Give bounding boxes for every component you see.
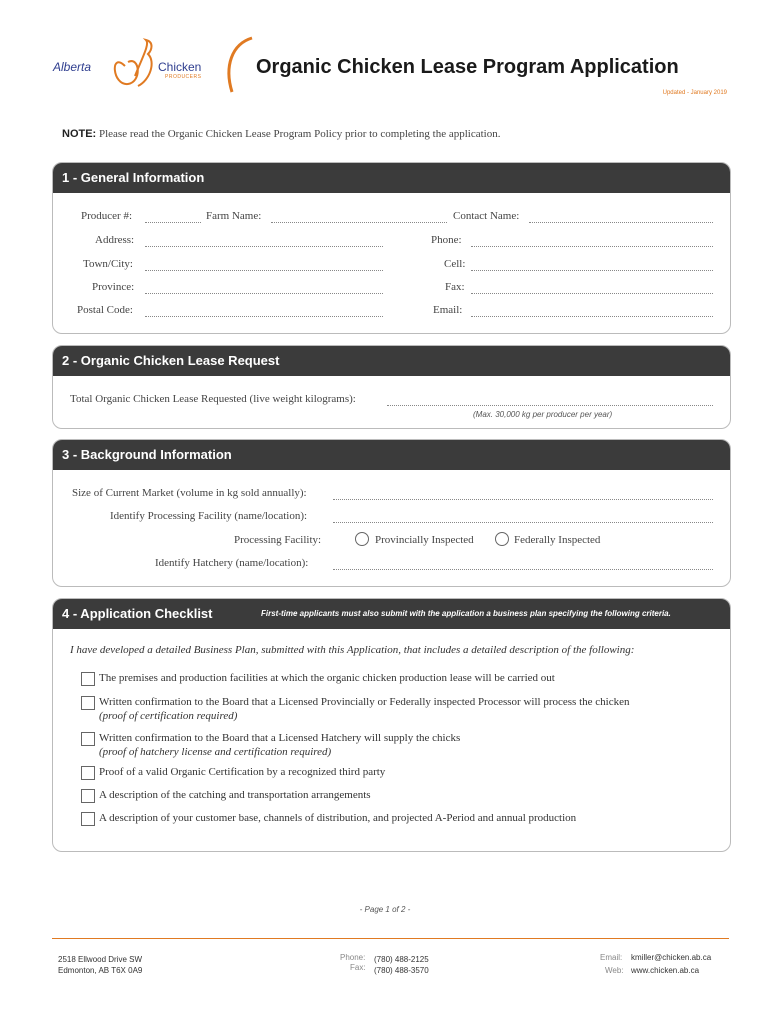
note-text: Please read the Organic Chicken Lease Program Policy prior to completing the application.	[98, 128, 501, 140]
radio-provincially-inspected[interactable]	[355, 532, 369, 546]
section-1-title: 1 - General Information	[53, 163, 730, 193]
radio-federally-inspected[interactable]	[495, 532, 509, 546]
checklist-item-processor: Written confirmation to the Board that a Licensed Provincially or Federally inspected Processor will process the chicken	[99, 696, 630, 708]
section-2-title: 2 - Organic Chicken Lease Request	[53, 346, 730, 376]
federally-inspected-label: Federally Inspected	[514, 534, 601, 546]
checkbox-processor[interactable]	[81, 696, 95, 710]
address-field[interactable]	[145, 245, 383, 247]
footer-fax: (780) 488-3570	[374, 966, 429, 975]
footer-divider	[52, 938, 729, 939]
section-general-information	[52, 162, 731, 334]
checklist-item-customer-base: A description of your customer base, channels of distribution, and projected A-Period and annual production	[99, 812, 577, 824]
footer-phone-label: Phone:	[340, 953, 366, 962]
producer-field[interactable]	[145, 221, 201, 223]
processing-facility-label: Identify Processing Facility (name/location):	[110, 510, 308, 522]
address-label: Address:	[95, 234, 135, 246]
footer-address-line2: Edmonton, AB T6X 0A9	[58, 966, 143, 975]
note-label: NOTE:	[62, 128, 97, 140]
market-size-label: Size of Current Market (volume in kg sold annually):	[72, 487, 307, 499]
processing-type-label: Processing Facility:	[234, 534, 322, 546]
logo-producers-text: PRODUCERS	[165, 74, 202, 80]
section-lease-request	[52, 345, 731, 429]
checklist-item-processor-note: (proof of certification required)	[99, 710, 238, 722]
email-label: Email:	[433, 304, 463, 316]
checkbox-customer-base[interactable]	[81, 812, 95, 826]
contact-name-label: Contact Name:	[453, 210, 520, 222]
checklist-item-premises: The premises and production facilities at which the organic chicken production lease will be carried out	[99, 672, 555, 684]
checkbox-hatchery[interactable]	[81, 732, 95, 746]
fax-label: Fax:	[445, 281, 465, 293]
logo-alberta-text: Alberta	[53, 60, 92, 74]
farm-name-label: Farm Name:	[206, 210, 262, 222]
postal-code-field[interactable]	[145, 315, 383, 317]
footer-web[interactable]: www.chicken.ab.ca	[631, 966, 700, 975]
email-field[interactable]	[471, 315, 713, 317]
section-4-title-text: 4 - Application Checklist	[62, 606, 213, 621]
market-size-field[interactable]	[333, 498, 713, 500]
checkbox-transport[interactable]	[81, 789, 95, 803]
footer-email[interactable]: kmiller@chicken.ab.ca	[631, 953, 712, 962]
total-lease-field[interactable]	[387, 404, 713, 406]
phone-field[interactable]	[471, 245, 713, 247]
town-field[interactable]	[145, 269, 383, 271]
checkbox-organic-cert[interactable]	[81, 766, 95, 780]
checklist-item-hatchery-note: (proof of hatchery license and certification required)	[99, 746, 332, 758]
footer-email-label: Email:	[600, 953, 623, 962]
section-4-title	[53, 599, 730, 629]
header-arc-icon	[218, 36, 258, 100]
postal-code-label: Postal Code:	[77, 304, 133, 316]
footer-web-label: Web:	[605, 966, 624, 975]
total-lease-hint: (Max. 30,000 kg per producer per year)	[473, 410, 613, 419]
province-field[interactable]	[145, 292, 383, 294]
processing-facility-field[interactable]	[333, 521, 713, 523]
province-label: Province:	[92, 281, 135, 293]
page-title: Organic Chicken Lease Program Application	[256, 56, 679, 78]
note	[62, 128, 500, 140]
updated-date: Updated - January 2019	[662, 90, 727, 96]
hatchery-label: Identify Hatchery (name/location):	[155, 557, 309, 569]
section-4-subtitle: First-time applicants must also submit with the application a business plan specifying the following criteria.	[261, 609, 671, 618]
cell-label: Cell:	[444, 258, 466, 270]
logo-chicken-text: Chicken	[158, 60, 202, 74]
town-label: Town/City:	[83, 258, 133, 270]
contact-name-field[interactable]	[529, 221, 713, 223]
section-background-information	[52, 439, 731, 587]
fax-field[interactable]	[471, 292, 713, 294]
total-lease-label: Total Organic Chicken Lease Requested (live weight kilograms):	[70, 393, 356, 405]
provincially-inspected-label: Provincially Inspected	[375, 534, 474, 546]
section-application-checklist	[52, 598, 731, 852]
section-3-title: 3 - Background Information	[53, 440, 730, 470]
checklist-item-hatchery: Written confirmation to the Board that a Licensed Hatchery will supply the chicks	[99, 732, 461, 744]
footer-phone: (780) 488-2125	[374, 955, 429, 964]
farm-name-field[interactable]	[271, 221, 447, 223]
checklist-intro: I have developed a detailed Business Plan, submitted with this Application, that includes a detailed description of the following:	[70, 644, 635, 656]
checkbox-premises[interactable]	[81, 672, 95, 686]
footer-fax-label: Fax:	[350, 963, 366, 972]
producer-label: Producer #:	[81, 210, 133, 222]
phone-label: Phone:	[431, 234, 462, 246]
cell-field[interactable]	[471, 269, 713, 271]
checklist-item-organic-cert: Proof of a valid Organic Certification by a recognized third party	[99, 766, 386, 778]
checklist-item-transport: A description of the catching and transportation arrangements	[99, 789, 371, 801]
page-number: - Page 1 of 2 -	[359, 905, 411, 914]
footer-address-line1: 2518 Ellwood Drive SW	[58, 955, 143, 964]
hatchery-field[interactable]	[333, 568, 713, 570]
